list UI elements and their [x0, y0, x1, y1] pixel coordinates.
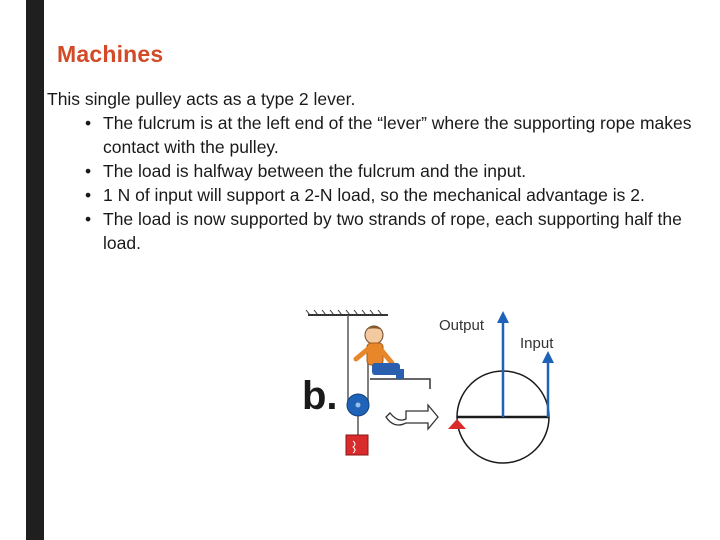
bullet-text: 1 N of input will support a 2-N load, so the mechanical advantage is 2. [103, 185, 645, 205]
ceiling-beam [306, 310, 388, 315]
bullet-icon: • [85, 209, 92, 229]
load-weight-icon [346, 435, 368, 455]
input-label: Input [520, 335, 554, 352]
transform-arrow-icon [386, 405, 438, 429]
intro-text: This single pulley acts as a type 2 lever. [47, 89, 356, 109]
pulley-lever-illustration [298, 305, 566, 481]
bullet-icon: • [85, 113, 92, 133]
person-icon [356, 326, 404, 379]
bullet-text: The fulcrum is at the left end of the “lever” where the supporting rope makes contact with the pulley. [103, 113, 692, 157]
ledge [370, 379, 430, 389]
bullet-item [83, 159, 703, 183]
bullet-item [83, 207, 703, 255]
bullet-item [83, 111, 703, 159]
bullet-icon: • [85, 161, 92, 181]
panel-label: b. [302, 374, 338, 418]
bullet-text: The load is now supported by two strands of rope, each supporting half the load. [103, 209, 682, 253]
bullet-list [83, 111, 703, 255]
bullet-text: The load is halfway between the fulcrum and the input. [103, 161, 527, 181]
pulley-lever-figure [298, 305, 566, 481]
bullet-icon: • [85, 185, 92, 205]
slide-title: Machines [57, 41, 164, 67]
output-label: Output [439, 317, 485, 334]
bullet-item [83, 183, 703, 207]
sidebar-accent-bar [26, 0, 44, 540]
